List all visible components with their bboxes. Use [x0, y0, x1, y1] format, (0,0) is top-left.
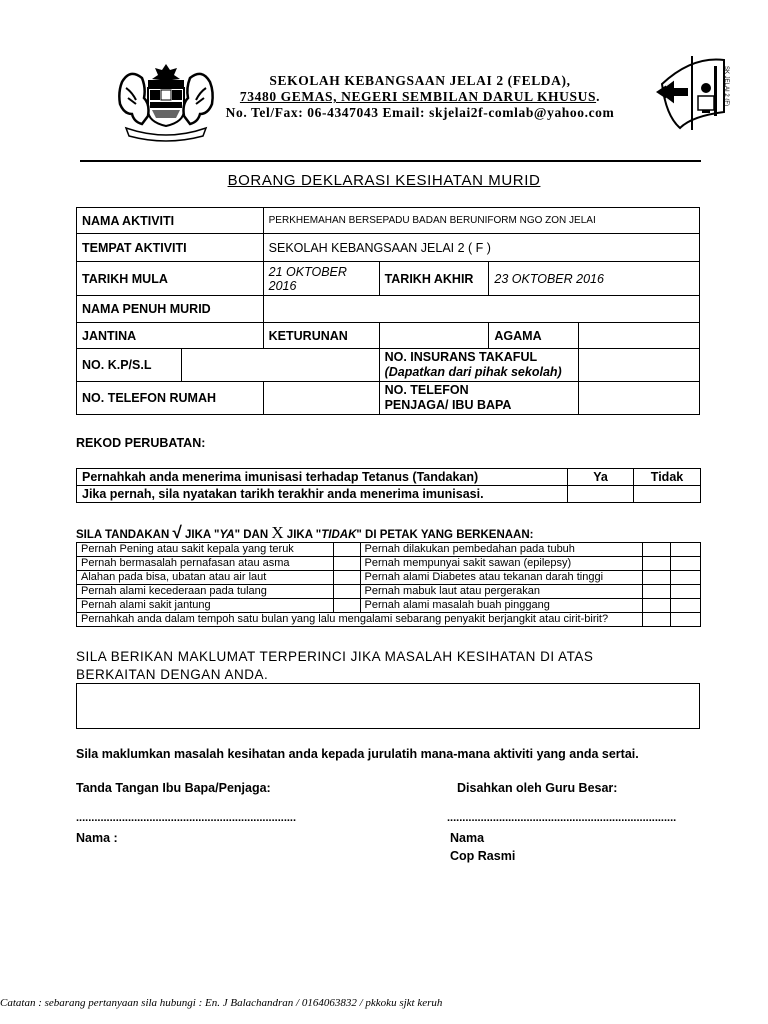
nama-aktiviti-label: NAMA AKTIVITI — [77, 208, 264, 234]
insurans-label-cell — [379, 349, 579, 382]
kp-field[interactable] — [181, 349, 379, 382]
tarikh-mula-line1: 21 OKTOBER — [268, 264, 347, 279]
details-instruction — [76, 648, 593, 684]
condition-left-5-box[interactable] — [333, 599, 360, 613]
school-address: 73480 GEMAS, NEGERI SEMBILAN DARUL KHUSUS. — [239, 89, 601, 104]
school-logo-text: SK JELAI 2 (F) — [723, 66, 729, 107]
head-name-label: Nama — [450, 831, 485, 845]
instr-part5: " DI PETAK YANG BERKENAAN: — [356, 529, 534, 541]
telefon-penjaga-line2: PENJAGA/ IBU BAPA — [384, 398, 512, 412]
telefon-penjaga-line1: NO. TELEFON — [384, 383, 469, 397]
head-signature-line[interactable]: ........................................................................... — [447, 812, 677, 824]
notice-text: Sila maklumkan masalah kesihatan anda kepada jurulatih mana-mana aktiviti yang anda sertai. — [76, 747, 639, 761]
jantina-label: JANTINA — [77, 323, 264, 349]
condition-right-5-box[interactable] — [643, 599, 671, 613]
tempat-aktiviti-value: SEKOLAH KEBANGSAAN JELAI 2 ( F ) — [263, 234, 699, 262]
telefon-rumah-label: NO. TELEFON RUMAH — [77, 382, 264, 415]
tetanus-tidak-header: Tidak — [634, 469, 701, 486]
instr-part1: SILA TANDAKAN — [76, 529, 173, 541]
form-title: BORANG DEKLARASI KESIHATAN MURID — [227, 172, 541, 189]
condition-right-1: Pernah dilakukan pembedahan pada tubuh — [360, 543, 643, 557]
parent-signature-label: Tanda Tangan Ibu Bapa/Penjaga: — [76, 781, 271, 795]
keturunan-label: KETURUNAN — [263, 323, 379, 349]
agama-label: AGAMA — [489, 323, 579, 349]
details-textbox[interactable] — [76, 683, 700, 729]
tarikh-mula-value — [263, 262, 379, 296]
instr-part2: JIKA " — [181, 529, 220, 541]
nama-aktiviti-value: PERKHEMAHAN BERSEPADU BADAN BERUNIFORM NGO ZON JELAI — [263, 208, 699, 234]
keturunan-field[interactable] — [379, 323, 489, 349]
agama-field[interactable] — [579, 323, 700, 349]
condition-right-1-box2[interactable] — [671, 543, 701, 557]
condition-right-2-box2[interactable] — [671, 557, 701, 571]
condition-right-4-box2[interactable] — [671, 585, 701, 599]
school-logo — [652, 52, 736, 134]
condition-left-1-box[interactable] — [333, 543, 360, 557]
footer-note: Catatan : sebarang pertanyaan sila hubungi : En. J Balachandran / 0164063832 / pkkoku sjkt keruh — [0, 997, 443, 1009]
kp-label: NO. K.P/S.L — [77, 349, 182, 382]
condition-infectious: Pernahkah anda dalam tempoh satu bulan yang lalu mengalami sebarang penyakit berjangkit atau cirit-birit? — [77, 613, 643, 627]
school-address-text: 73480 GEMAS, NEGERI SEMBILAN DARUL KHUSUS — [239, 89, 597, 104]
nama-penuh-field[interactable] — [263, 296, 699, 323]
condition-right-2: Pernah mempunyai sakit sawan (epilepsy) — [360, 557, 643, 571]
condition-right-5-box2[interactable] — [671, 599, 701, 613]
tarikh-mula-label: TARIKH MULA — [77, 262, 264, 296]
insurans-note: (Dapatkan dari pihak sekolah) — [384, 365, 562, 379]
condition-left-4-box[interactable] — [333, 585, 360, 599]
tetanus-question: Pernahkah anda menerima imunisasi terhadap Tetanus (Tandakan) — [77, 469, 568, 486]
tarikh-mula-line2: 2016 — [268, 278, 297, 293]
condition-left-2-box[interactable] — [333, 557, 360, 571]
condition-right-2-box[interactable] — [643, 557, 671, 571]
instr-part3: " DAN — [234, 529, 272, 541]
condition-right-4: Pernah mabuk laut atau pergerakan — [360, 585, 643, 599]
head-signature-label: Disahkan oleh Guru Besar: — [457, 781, 618, 795]
condition-right-3-box2[interactable] — [671, 571, 701, 585]
tetanus-table — [76, 468, 701, 503]
tempat-aktiviti-label: TEMPAT AKTIVITI — [77, 234, 264, 262]
details-line1: SILA BERIKAN MAKLUMAT TERPERINCI JIKA MASALAH KESIHATAN DI ATAS — [76, 649, 594, 664]
tetanus-tidak-box[interactable] — [634, 486, 701, 503]
parent-name-label: Nama : — [76, 831, 118, 845]
telefon-rumah-field[interactable] — [263, 382, 379, 415]
insurans-field[interactable] — [579, 349, 700, 382]
official-stamp-label: Cop Rasmi — [450, 849, 516, 863]
condition-infectious-box[interactable] — [643, 613, 671, 627]
condition-right-1-box[interactable] — [643, 543, 671, 557]
condition-right-3: Pernah alami Diabetes atau tekanan darah tinggi — [360, 571, 643, 585]
conditions-table — [76, 542, 701, 627]
condition-left-5: Pernah alami sakit jantung — [77, 599, 334, 613]
telefon-penjaga-label-cell — [379, 382, 579, 415]
condition-left-4: Pernah alami kecederaan pada tulang — [77, 585, 334, 599]
instr-ya: YA — [219, 529, 235, 541]
tick-instruction — [76, 523, 534, 543]
header-divider — [80, 160, 701, 162]
cross-mark-icon: X — [271, 523, 284, 542]
condition-infectious-box2[interactable] — [671, 613, 701, 627]
check-mark-icon: √ — [172, 523, 182, 542]
condition-left-3-box[interactable] — [333, 571, 360, 585]
condition-right-4-box[interactable] — [643, 585, 671, 599]
insurans-label: NO. INSURANS TAKAFUL — [384, 350, 538, 364]
instr-tidak: TIDAK — [321, 529, 357, 541]
tarikh-akhir-label: TARIKH AKHIR — [379, 262, 489, 296]
school-name: SEKOLAH KEBANGSAAN JELAI 2 (FELDA), — [269, 73, 571, 88]
tetanus-ya-header: Ya — [568, 469, 634, 486]
condition-left-3: Alahan pada bisa, ubatan atau air laut — [77, 571, 334, 585]
activity-info-table — [76, 207, 700, 415]
tetanus-date-question: Jika pernah, sila nyatakan tarikh terakhir anda menerima imunisasi. — [77, 486, 568, 503]
telefon-penjaga-field[interactable] — [579, 382, 700, 415]
condition-left-2: Pernah bermasalah pernafasan atau asma — [77, 557, 334, 571]
nama-penuh-label: NAMA PENUH MURID — [77, 296, 264, 323]
tetanus-ya-box[interactable] — [568, 486, 634, 503]
details-line2: BERKAITAN DENGAN ANDA. — [76, 667, 269, 682]
condition-left-1: Pernah Pening atau sakit kepala yang teruk — [77, 543, 334, 557]
instr-part4: JIKA " — [283, 529, 322, 541]
parent-signature-line[interactable]: ........................................................................ — [76, 812, 297, 824]
condition-right-3-box[interactable] — [643, 571, 671, 585]
rekod-heading: REKOD PERUBATAN: — [76, 436, 206, 450]
school-contact: No. Tel/Fax: 06-4347043 Email: skjelai2f-comlab@yahoo.com — [225, 105, 615, 120]
tarikh-akhir-value: 23 OKTOBER 2016 — [489, 262, 700, 296]
condition-right-5: Pernah alami masalah buah pinggang — [360, 599, 643, 613]
